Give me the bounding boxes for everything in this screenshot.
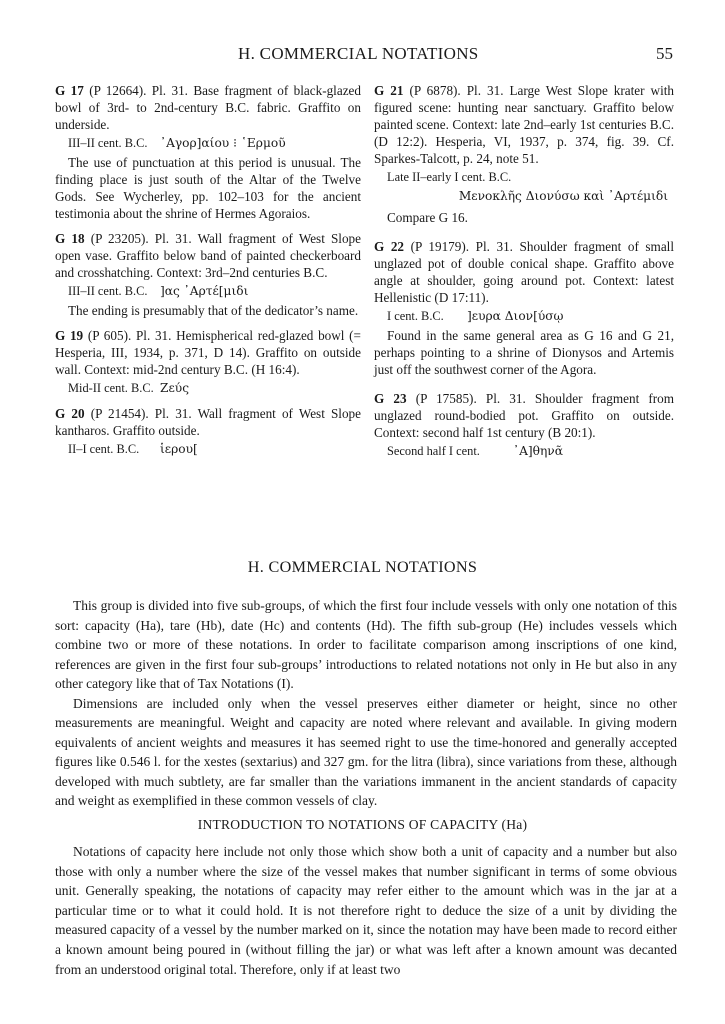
entry-date-line (55, 135, 361, 152)
entry-id: G 21 (374, 83, 404, 98)
entry-date: I cent. B.C. (387, 309, 444, 323)
entry-desc-text: (P 21454). Pl. 31. Wall fragment of West Slope kantharos. Graffito outside. (55, 406, 362, 438)
entry-inscription: ]ας ᾿Αρτέ[μιδι (160, 284, 249, 298)
entry-inscription: ᾿Α]θηνᾶ (513, 444, 563, 458)
catalogue-entry-g19 (55, 327, 361, 397)
left-column (55, 82, 361, 466)
section-heading: H. COMMERCIAL NOTATIONS (247, 558, 478, 576)
entry-description (374, 238, 674, 306)
entry-id: G 17 (55, 83, 84, 98)
entry-date-line (374, 169, 674, 186)
entry-inscription: Μενοκλῆς Διονύσω καὶ ᾿Αρτέμιδι (458, 189, 668, 203)
entry-id: G 18 (55, 231, 85, 246)
catalogue-entry-g23 (374, 390, 674, 460)
entry-desc-text: (P 605). Pl. 31. Hemispherical red-glazed bowl (= Hesperia, III, 1934, p. 371, D 14). Graffito on outside wall. Context: mid-2nd century B.C. (H 16:4). (55, 328, 361, 377)
entry-note: The use of punctuation at this period is unusual. The finding place is just south of the Altar of the Twelve Gods. See Wycherley, pp. 102–103 for the ancient testimonia about the shrine of Hermes Agoraios. (55, 155, 361, 221)
entry-description (374, 390, 674, 441)
body-paragraph: Dimensions are included only when the vessel preserves either diameter or height, since no other measurements are meaningful. Weight and capacity are noted where relevant and available. In giving modern equivalents of ancient weights and measures it has seemed right to use the time-honored and generally accepted figures like 0.546 l. for the xestes (sextarius) and 327 gm. for the litra (libra), since variations from these, although developed with much subtlety, are far smaller than the variations immanent in the ancient standards of capacity and weight as exemplified in these common vessels of clay. (55, 695, 677, 808)
entry-id: G 20 (55, 406, 85, 421)
running-head: H. COMMERCIAL NOTATIONS (238, 44, 479, 63)
entry-description (55, 230, 361, 281)
catalogue-entry-g18 (55, 230, 361, 319)
right-column (374, 82, 674, 468)
intro-body (55, 842, 677, 979)
entry-date-line (374, 443, 674, 460)
entry-date: III–II cent. B.C. (68, 136, 148, 150)
entry-description (55, 82, 361, 133)
entry-description (55, 327, 361, 378)
catalogue-entry-g22 (374, 238, 674, 378)
entry-date-line (374, 308, 674, 325)
entry-description (55, 405, 361, 439)
intro-paragraph: Notations of capacity here include not only those which show both a unit of capacity and a number but also those with only a number where the size of the vessel makes that number significant in terms of some obvious unit. Generally speaking, the notations of capacity may refer either to the amount which was in the jar at a particular time or to what it could hold. It is not therefore right to deduce the size of a unit by dividing the measured capacity of a vessel by the number marked on it, since the notation may have been made to record either a known amount being poured in (without filling the jar) or what was left after a known amount was decanted from an understood original total. Therefore, only if at least two (55, 844, 677, 977)
subheading: INTRODUCTION TO NOTATIONS OF CAPACITY (Ha) (197, 817, 528, 832)
entry-compare: Compare G 16. (387, 210, 468, 225)
entry-date: Second half I cent. (387, 444, 480, 458)
entry-date: III–II cent. B.C. (68, 284, 148, 298)
entry-inscription: ᾿Αγορ]αίου ⁝ ῾Ερμοῦ (160, 136, 286, 150)
entry-desc-text: (P 23205). Pl. 31. Wall fragment of West Slope open vase. Graffito below band of painted checkerboard and crosshatching. Context: 3rd–2nd centuries B.C. (55, 231, 362, 280)
entry-date-line (55, 283, 361, 300)
entry-inscription: ἱερου[ (160, 442, 198, 456)
catalogue-entry-g17 (55, 82, 361, 222)
catalogue-entry-g20 (55, 405, 361, 458)
entry-note: The ending is presumably that of the dedicator’s name. (68, 303, 359, 318)
entry-date: Mid-II cent. B.C. (68, 381, 154, 395)
entry-inscription: Ζεύς (160, 381, 190, 395)
entry-desc-text: (P 12664). Pl. 31. Base fragment of black-glazed bowl of 3rd- to 2nd-century B.C. fabric. Graffito on underside. (55, 83, 361, 132)
section-body (55, 596, 677, 811)
entry-desc-text: (P 19179). Pl. 31. Shoulder fragment of small unglazed pot of double conical shape. Graffito above angle at shoulder, going around pot. Context: latest Hellenistic (D 17:11). (374, 239, 675, 305)
entry-date-line (55, 441, 361, 458)
page-number: 55 (656, 44, 673, 63)
entry-id: G 22 (374, 239, 405, 254)
entry-description (374, 82, 674, 167)
entry-date: Late II–early I cent. B.C. (387, 170, 512, 184)
body-paragraph: This group is divided into five sub-groups, of which the first four include vessels with only one notation of this sort: capacity (Ha), tare (Hb), date (Hc) and contents (Hd). The fifth sub-group (He) includes vessels which combine two or more of these notations. In order to facilitate comparison among inscriptions of one kind, references are given in the first four sub-groups’ introductions to related notations not only in He but also in any other category like that of Tax Notations (I). (55, 598, 677, 691)
entry-date: II–I cent. B.C. (68, 442, 140, 456)
entry-id: G 19 (55, 328, 84, 343)
entry-date-line (55, 380, 361, 397)
entry-inscription: ]ευρα Διον[ύσῳ (467, 309, 564, 323)
entry-desc-text: (P 17585). Pl. 31. Shoulder fragment from unglazed round-bodied pot. Graffito on outside. Context: second half 1st century (B 20:1). (374, 391, 675, 440)
entry-id: G 23 (374, 391, 407, 406)
entry-desc-text: (P 6878). Pl. 31. Large West Slope krater with figured scene: hunting near sanctuary. Graffito below painted scene. Context: late 2nd–early 1st centuries B.C. (D 12:2). Hesperia, VI, 1937, p. 374, fig. 39. Cf. Sparkes-Talcott, p. 24, note 51. (374, 83, 674, 166)
catalogue-entry-g21 (374, 82, 674, 226)
entry-note: Found in the same general area as G 16 and G 21, perhaps pointing to a shrine of Dionysos and Artemis just off the southwest corner of the Agora. (374, 328, 674, 377)
